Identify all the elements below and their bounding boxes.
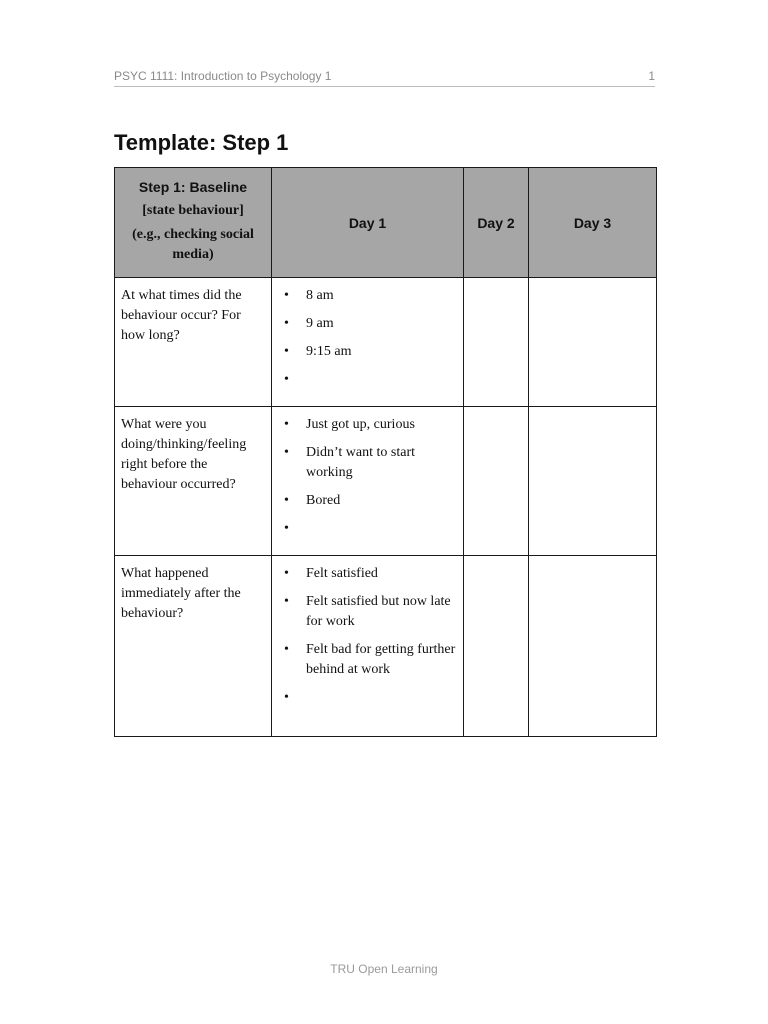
list-item: • 8 am xyxy=(306,286,457,306)
table-row xyxy=(115,278,657,407)
day2-cell xyxy=(464,407,529,556)
question-cell: What happened immediately after the behaviour? xyxy=(115,556,272,737)
list-item: • Bored xyxy=(306,491,457,511)
list-item: • Didn’t want to start working xyxy=(306,443,457,483)
baseline-header-cell xyxy=(115,168,272,278)
list-item xyxy=(306,519,457,539)
day2-header: Day 2 xyxy=(464,168,529,278)
day3-cell xyxy=(529,556,657,737)
course-title: PSYC 1111: Introduction to Psychology 1 xyxy=(114,69,332,83)
question-cell: At what times did the behaviour occur? For how long? xyxy=(115,278,272,407)
page-header xyxy=(114,69,655,87)
day1-list xyxy=(278,286,457,390)
day3-cell xyxy=(529,278,657,407)
header-row xyxy=(115,168,657,278)
day2-cell xyxy=(464,556,529,737)
list-item: • Just got up, curious xyxy=(306,415,457,435)
table-row xyxy=(115,407,657,556)
list-item: • 9 am xyxy=(306,314,457,334)
day1-cell xyxy=(272,278,464,407)
baseline-subtitle: [state behaviour] xyxy=(142,202,244,218)
list-item: • Felt satisfied but now late for work xyxy=(306,592,457,632)
day1-header: Day 1 xyxy=(272,168,464,278)
list-item: • 9:15 am xyxy=(306,342,457,362)
question-cell: What were you doing/thinking/feeling right before the behaviour occurred? xyxy=(115,407,272,556)
list-item xyxy=(306,688,457,708)
day3-header: Day 3 xyxy=(529,168,657,278)
day3-cell xyxy=(529,407,657,556)
baseline-title: Step 1: Baseline xyxy=(138,178,248,195)
baseline-example: (e.g., checking social media) xyxy=(132,226,254,262)
day1-list xyxy=(278,415,457,539)
page-title: Template: Step 1 xyxy=(114,130,289,155)
day1-list xyxy=(278,564,457,708)
table-row xyxy=(115,556,657,737)
list-item: • Felt satisfied xyxy=(306,564,457,584)
page-footer: TRU Open Learning xyxy=(330,962,438,976)
day1-cell xyxy=(272,556,464,737)
day2-cell xyxy=(464,278,529,407)
page-number: 1 xyxy=(648,69,655,83)
list-item: • Felt bad for getting further behind at work xyxy=(306,640,457,680)
baseline-table xyxy=(114,167,657,737)
list-item xyxy=(306,370,457,390)
day1-cell xyxy=(272,407,464,556)
